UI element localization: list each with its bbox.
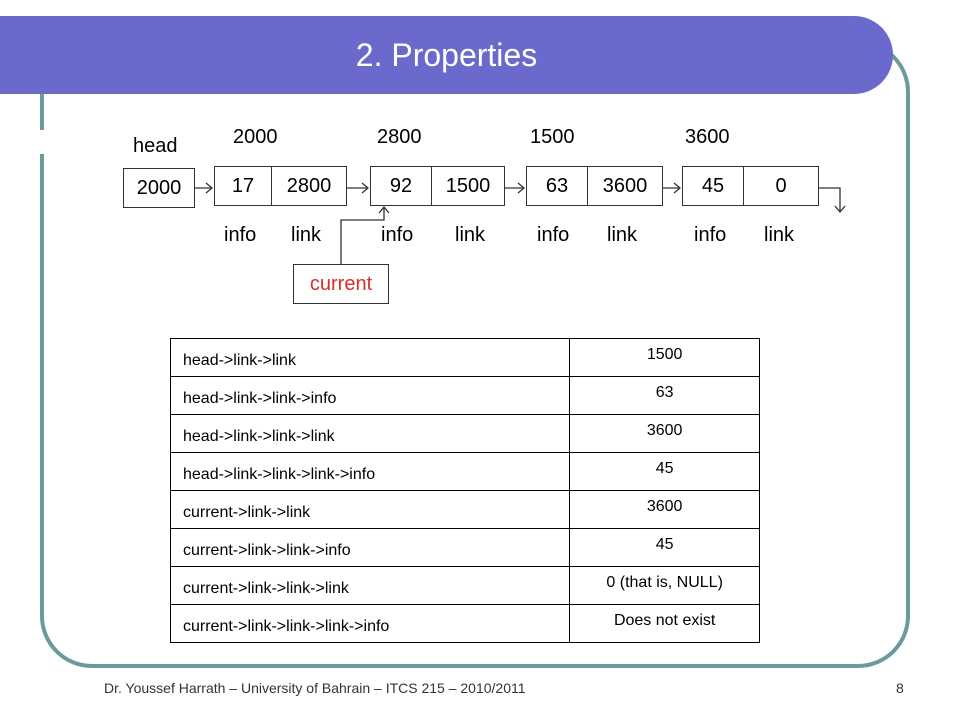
- value-cell: 0 (that is, NULL): [570, 567, 760, 605]
- node-link-cell: 1500: [431, 166, 505, 206]
- expression-cell: current->link->link->link: [171, 567, 570, 605]
- properties-table: [170, 338, 760, 643]
- node-info-cell: 92: [370, 166, 432, 206]
- expression-cell: head->link->link->link->info: [171, 453, 570, 491]
- table-row: [171, 339, 760, 377]
- link-label: link: [291, 224, 322, 246]
- value-cell: 1500: [570, 339, 760, 377]
- expression-cell: head->link->link: [171, 339, 570, 377]
- expression-cell: head->link->link->link: [171, 415, 570, 453]
- table-row: [171, 415, 760, 453]
- arrow-current-to-node2: [341, 207, 384, 264]
- info-label: info: [537, 224, 570, 246]
- table-row: [171, 453, 760, 491]
- node-address: 1500: [530, 126, 575, 148]
- value-cell: 45: [570, 453, 760, 491]
- table-row: [171, 491, 760, 529]
- table-row: [171, 529, 760, 567]
- slide-footer: Dr. Youssef Harrath – University of Bahrain – ITCS 215 – 2010/2011: [104, 680, 526, 696]
- info-label: info: [224, 224, 257, 246]
- value-cell: 63: [570, 377, 760, 415]
- value-cell: 45: [570, 529, 760, 567]
- node-info-cell: 63: [526, 166, 588, 206]
- node-address: 3600: [685, 126, 730, 148]
- head-box: 2000: [123, 168, 195, 208]
- info-label: info: [694, 224, 727, 246]
- value-cell: 3600: [570, 415, 760, 453]
- value-cell: Does not exist: [570, 605, 760, 643]
- node-link-cell: 3600: [587, 166, 663, 206]
- info-label: info: [381, 224, 414, 246]
- current-pointer-box: current: [293, 264, 389, 304]
- head-label: head: [133, 135, 178, 157]
- table-row: [171, 605, 760, 643]
- node-address: 2000: [233, 126, 278, 148]
- expression-cell: current->link->link: [171, 491, 570, 529]
- link-label: link: [455, 224, 486, 246]
- slide-title: 2. Properties: [355, 37, 538, 73]
- link-label: link: [764, 224, 795, 246]
- table-row: [171, 567, 760, 605]
- link-label: link: [607, 224, 638, 246]
- expression-cell: current->link->link->info: [171, 529, 570, 567]
- node-link-cell: 0: [743, 166, 819, 206]
- node-info-cell: 17: [214, 166, 272, 206]
- page-number: 8: [896, 680, 904, 696]
- value-cell: 3600: [570, 491, 760, 529]
- expression-cell: head->link->link->info: [171, 377, 570, 415]
- table-row: [171, 377, 760, 415]
- node-link-cell: 2800: [271, 166, 347, 206]
- node-info-cell: 45: [682, 166, 744, 206]
- expression-cell: current->link->link->link->info: [171, 605, 570, 643]
- node-address: 2800: [377, 126, 422, 148]
